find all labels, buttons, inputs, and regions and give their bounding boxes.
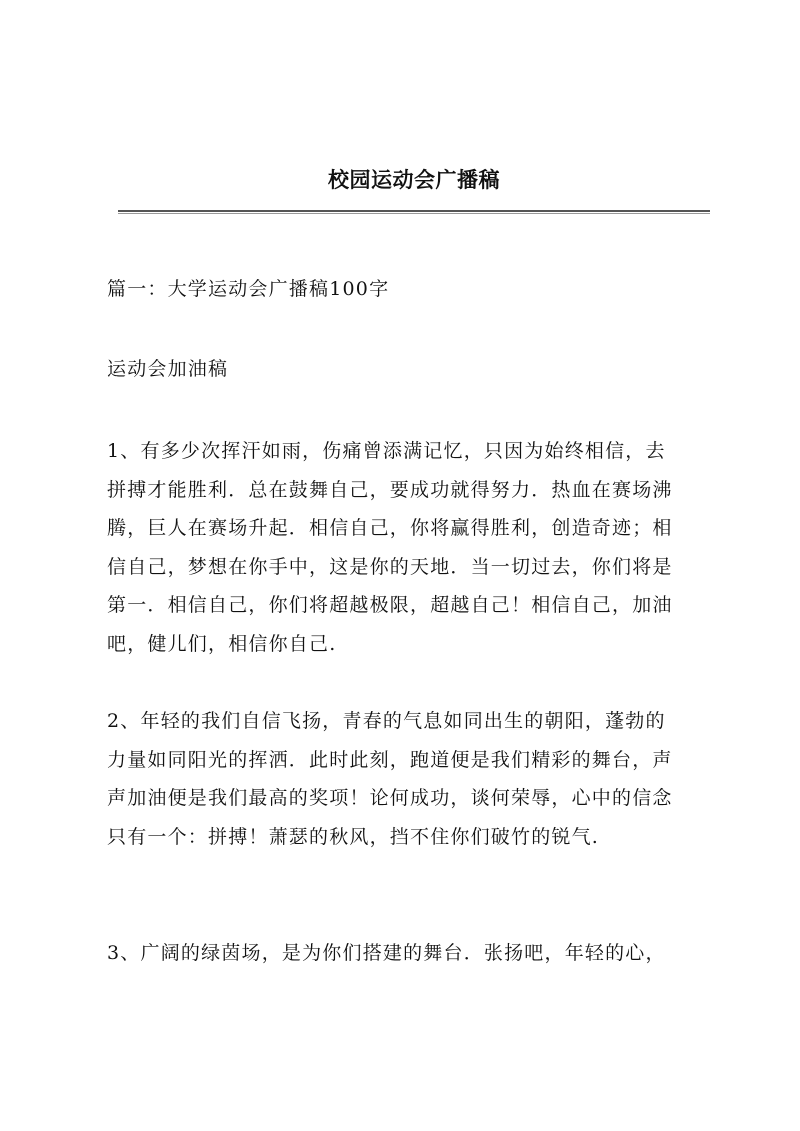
paragraph-3 [107,934,707,973]
paragraph-line: 吧，健儿们，相信你自己. [107,632,337,655]
paragraph-line: 1、有多少次挥汗如雨，伤痛曾添满记忆，只因为始终相信，去 [107,440,666,462]
section-heading-line: 运动会加油稿 [107,358,229,380]
page-title: 校园运动会广播稿 [328,167,500,192]
paragraph-line: 腾，巨人在赛场升起．相信自己，你将赢得胜利，创造奇迹；相 [107,517,673,539]
paragraph-2 [107,702,707,856]
paragraph-line: 只有一个：拼搏！萧瑟的秋风，挡不住你们破竹的锐气. [107,825,600,848]
subtitle-line: 篇一：大学运动会广播稿100字 [107,278,390,300]
paragraph-line: 第一．相信自己，你们将超越极限，超越自己！相信自己，加油 [107,594,673,616]
paragraph-line: 声加油便是我们最高的奖项！论何成功，谈何荣辱，心中的信念 [107,787,673,809]
title-divider [118,210,710,214]
paragraph-line: 力量如同阳光的挥洒．此时此刻，跑道便是我们精彩的舞台，声 [107,748,673,771]
paragraph-line: 信自己，梦想在你手中，这是你的天地．当一切过去，你们将是 [107,555,673,578]
paragraph-line: 3、广阔的绿茵场，是为你们搭建的舞台．张扬吧，年轻的心， [107,942,666,964]
paragraph-line: 2、年轻的我们自信飞扬，青春的气息如同出生的朝阳，蓬勃的 [107,710,666,732]
paragraph-line: 拼搏才能胜利．总在鼓舞自己，要成功就得努力．热血在赛场沸 [107,478,673,501]
section-heading [107,350,707,389]
paragraph-1 [107,432,707,663]
article-subtitle [107,270,707,309]
